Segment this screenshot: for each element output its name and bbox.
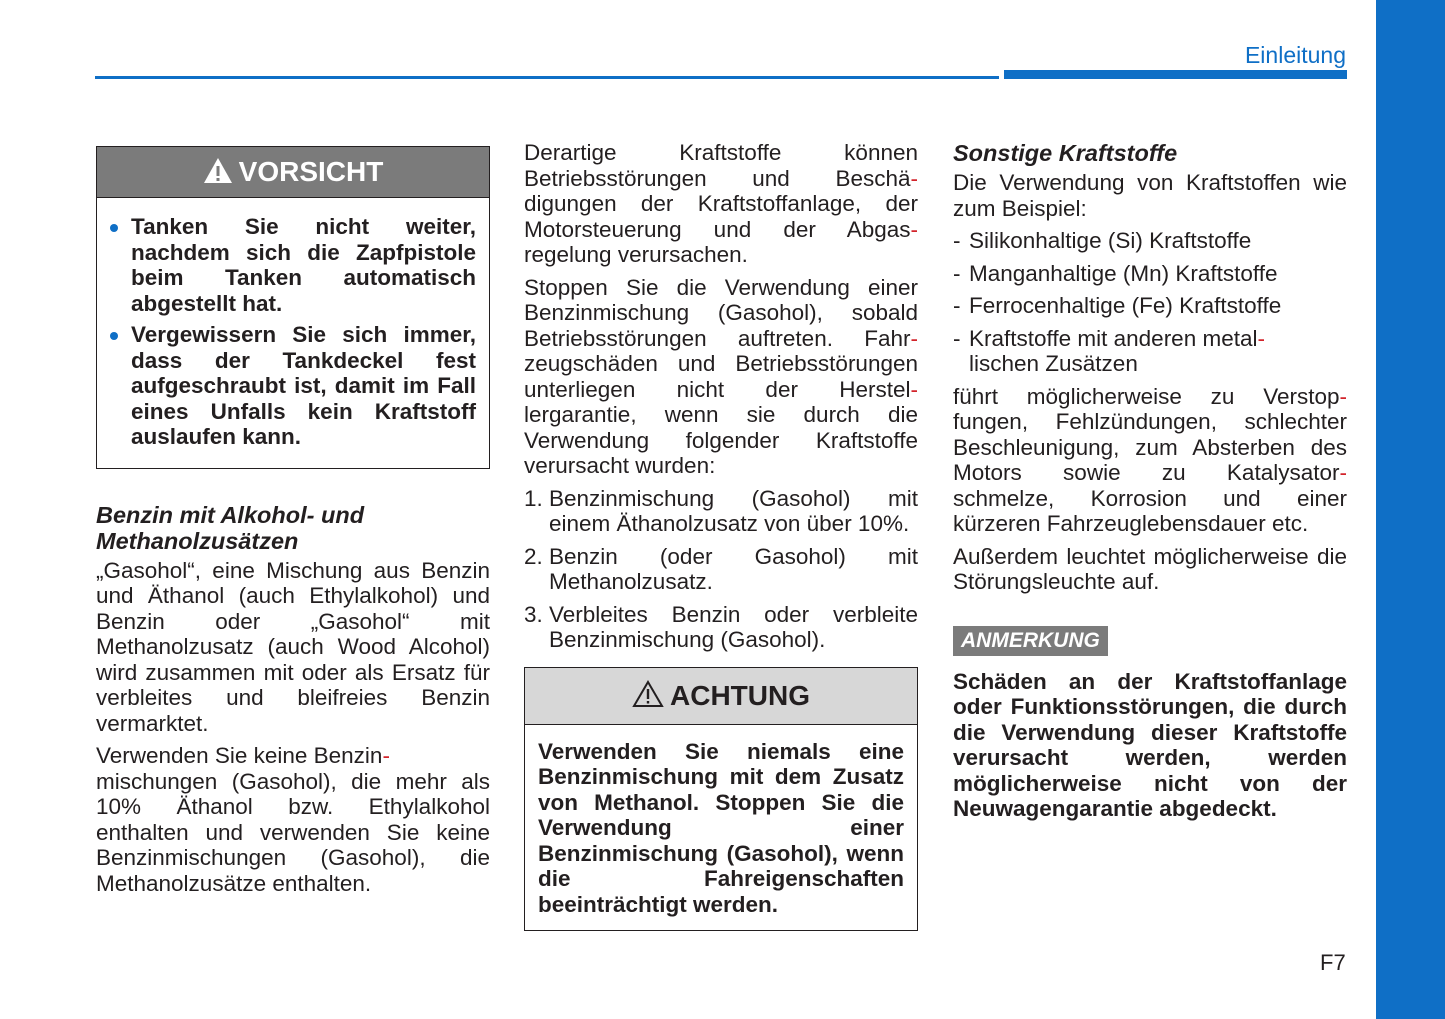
list-item: - Silikonhaltige (Si) Kraftstoffe [953, 228, 1347, 254]
paragraph-intro: Die Verwendung von Kraftstoffen wie zum Beispiel: [953, 170, 1347, 221]
list-item: - Ferrocenhaltige (Fe) Kraftstoffe [953, 293, 1347, 319]
heading-other-fuels: Sonstige Kraftstoffe [953, 140, 1178, 166]
bullet-icon [110, 224, 118, 232]
note-text: Schäden an der Kraftstoffanlage oder Funktionsstörungen, die durch die Verwendung dieser Kraftstoffe verursacht werden, werden möglicherweise nicht von der Neuwagengarantie abgedeckt. [953, 668, 1347, 821]
chapter-tab-bar [1376, 0, 1445, 1019]
caution-header [97, 147, 489, 198]
paragraph-consequences: führt möglicherweise zu Verstop- fungen, Fehlzündungen, schlechter Beschleunigung, zum Absterben des Motors sowie zu Katalysator- schmelze, Korrosion und einer kürzeren Fahrzeuglebensdauer etc. [953, 383, 1347, 536]
caution-title: VORSICHT [238, 156, 384, 187]
caution-item: Vergewissern Sie sich immer, dass der Tankdeckel fest aufgeschraubt ist, damit im Fall eines Unfalls kein Kraftstoff auslaufen kann. [110, 322, 476, 450]
additive-list [953, 228, 1347, 377]
list-item: 3. Verbleites Benzin oder verbleite Benzinmischung (Gasohol). [524, 601, 918, 652]
column-left [96, 140, 490, 903]
column-right [953, 140, 1347, 829]
paragraph-gasohol: „Gasohol“, eine Mischung aus Benzin und Äthanol (auch Ethylalkohol) und Benzin oder „Gasohol“ mit Methanolzusatz (auch Wood Alcohol) wird zusammen mit oder als Ersatz für verbleites und bleifreies Benzin vermarktet. [96, 557, 490, 736]
fuel-list [524, 486, 918, 653]
paragraph-damage: Derartige Kraftstoffe können Betriebsstörungen und Beschä- digungen der Kraftstoffanlage, der Motorsteuerung und der Abgas- regelung verursachen. [524, 140, 918, 267]
caution-item: Tanken Sie nicht weiter, nachdem sich die Zapfpistole beim Tanken automatisch abgestellt hat. [110, 214, 476, 316]
list-item: - Manganhaltige (Mn) Kraftstoffe [953, 261, 1347, 287]
header-rule-thick [1004, 70, 1347, 79]
caution-box [96, 146, 490, 469]
heading-alcohol-fuels: Benzin mit Alkohol- und Methanolzusätzen [96, 501, 365, 554]
list-item: - Kraftstoffe mit anderen metal- lischen Zusätzen [953, 326, 1347, 377]
warning-title: ACHTUNG [670, 679, 810, 711]
section-title: Einleitung [1244, 42, 1346, 68]
warning-box [524, 667, 918, 932]
header-rule [95, 76, 999, 79]
warning-triangle-icon [203, 157, 233, 191]
warning-text: Verwenden Sie niemals eine Benzinmischung mit dem Zusatz von Methanol. Stoppen Sie die Verwendung einer Benzinmischung (Gasohol), wenn die Fahreigenschaften beeinträchtigt werden. [538, 738, 904, 917]
caution-list [97, 198, 489, 468]
column-middle [524, 140, 918, 931]
note-tag: ANMERKUNG [953, 626, 1108, 656]
page-number: F7 [1320, 950, 1346, 975]
warning-header [525, 668, 917, 725]
paragraph-warning-light: Außerdem leuchtet möglicherweise die Störungsleuchte auf. [953, 543, 1347, 594]
list-item: 2. Benzin (oder Gasohol) mit Methanolzusatz. [524, 543, 918, 594]
bullet-icon [110, 332, 118, 340]
warning-triangle-icon [632, 680, 664, 715]
paragraph-do-not-use: Verwenden Sie keine Benzin- mischungen (Gasohol), die mehr als 10% Äthanol bzw. Ethylalkohol enthalten und verwenden Sie keine Benzinmischungen (Gasohol), die Methanolzusätze enthalten. [96, 743, 490, 896]
list-item: 1. Benzinmischung (Gasohol) mit einem Äthanolzusatz von über 10%. [524, 485, 918, 536]
paragraph-stop-use: Stoppen Sie die Verwendung einer Benzinmischung (Gasohol), sobald Betriebsstörungen auftreten. Fahr- zeugschäden und Betriebsstörungen unterliegen nicht der Herstel- lergarantie, wenn sie durch die Verwendung folgender Kraftstoffe verursacht wurden: [524, 274, 918, 478]
